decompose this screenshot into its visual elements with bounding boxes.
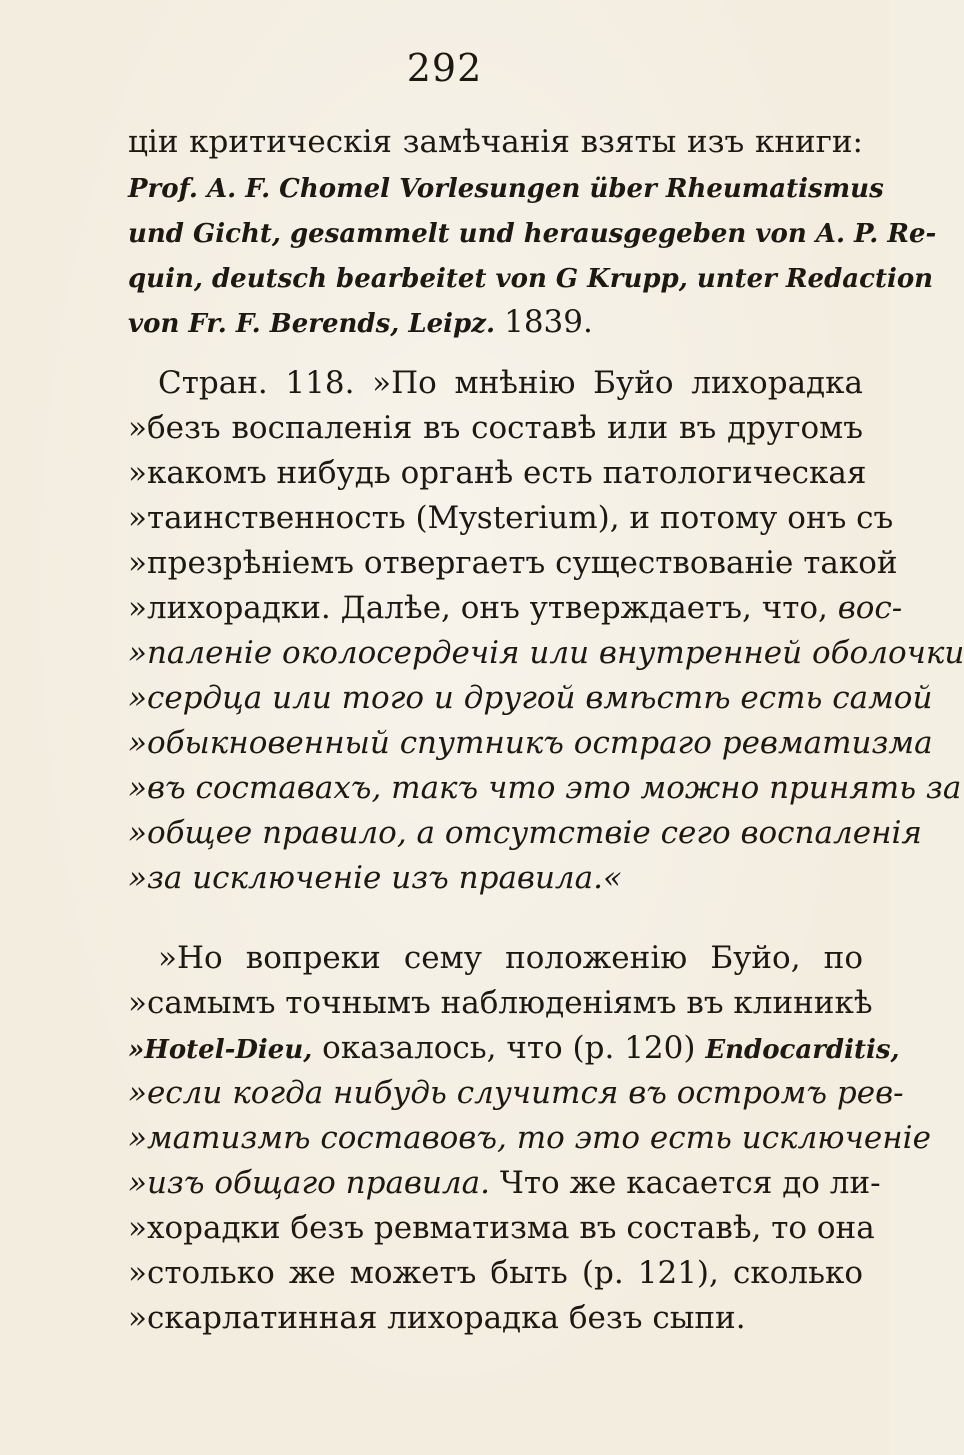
text-segment: »безъ воспаленія въ составѣ или въ другомъ (128, 410, 863, 446)
text-segment: »какомъ нибудь органѣ есть патологическая (128, 455, 867, 491)
text-segment: »обыкновенный спутникъ остраго ревматизма (128, 725, 933, 761)
text-segment: »таинственность (Mysterium), и потому онъ съ (128, 500, 894, 536)
text-line (128, 630, 964, 676)
text-line (128, 720, 933, 766)
text-segment: »общее правило, а отсутствіе сего воспаленія (128, 815, 922, 851)
page-number: 292 (406, 46, 483, 90)
text-segment: »презрѣніемъ отвергаетъ существованіе такой (128, 545, 898, 581)
text-line (128, 810, 922, 856)
text-segment: Что же касается до ли- (499, 1165, 881, 1201)
text-segment: »изъ общаго правила. (128, 1165, 500, 1201)
text-segment: »Hotel-Dieu, (128, 1035, 313, 1065)
text-line (128, 299, 863, 345)
text-segment: Стран. 118. »По мнѣнію Буйо лихорадка (158, 365, 863, 401)
text-segment: »скарлатинная лихорадка безъ сыпи. (128, 1300, 746, 1336)
text-line (128, 855, 863, 901)
text-line (128, 164, 884, 210)
text-segment: оказалось, что (р. 120) (312, 1030, 706, 1066)
text-line (128, 1070, 904, 1116)
text-segment: Prof. A. F. Chomel Vorlesungen über Rheumatismus (128, 174, 884, 204)
text-line (128, 209, 937, 255)
text-line (128, 585, 903, 631)
text-line (128, 1205, 875, 1251)
text-segment: »за исключеніе изъ правила.« (128, 860, 622, 896)
text-line (128, 1025, 900, 1071)
text-segment: »столько же можетъ быть (р. 121), сколько (128, 1255, 863, 1291)
text-segment: »матизмѣ составовъ, то это есть исключеніе (128, 1120, 931, 1156)
text-segment: »сердца или того и другой вмѣстѣ есть самой (128, 680, 933, 716)
text-line (128, 675, 933, 721)
text-line (158, 935, 863, 981)
text-line (158, 360, 863, 406)
text-segment: und Gicht, gesammelt und herausgegeben von A. P. Re- (128, 219, 937, 249)
text-segment: quin, deutsch bearbeitet von G Krupp, unter Redaction (128, 264, 934, 294)
text-line (128, 765, 962, 811)
text-segment: »въ составахъ, такъ что это можно принять за (128, 770, 962, 806)
text-line (128, 1250, 863, 1296)
text-line (128, 1115, 931, 1161)
text-line (128, 405, 863, 451)
text-segment: »паленіе околосердечія или внутренней оболочки (128, 635, 964, 671)
text-segment: Endocarditis, (705, 1035, 900, 1065)
text-segment: вос- (837, 590, 903, 626)
text-line (128, 450, 867, 496)
text-segment: von Fr. F. Berends, Leipz. (128, 309, 505, 339)
text-line (128, 1295, 863, 1341)
text-segment: »самымъ точнымъ наблюденіямъ въ клиникѣ (128, 985, 873, 1021)
text-segment: »если когда нибудь случится въ остромъ рев- (128, 1075, 904, 1111)
text-segment: 1839. (504, 304, 593, 340)
text-line (128, 495, 894, 541)
text-segment: »хорадки безъ ревматизма въ составѣ, то она (128, 1210, 875, 1246)
text-segment: ціи критическія замѣчанія взяты изъ книги: (128, 124, 863, 160)
text-line (128, 540, 898, 586)
text-line (128, 980, 873, 1026)
text-line (128, 1160, 881, 1206)
text-segment: »лихорадки. Далѣе, онъ утверждаетъ, что, (128, 590, 838, 626)
text-segment: »Но вопреки сему положенію Буйо, по (158, 940, 863, 976)
text-line (128, 119, 863, 165)
text-line (128, 254, 934, 300)
